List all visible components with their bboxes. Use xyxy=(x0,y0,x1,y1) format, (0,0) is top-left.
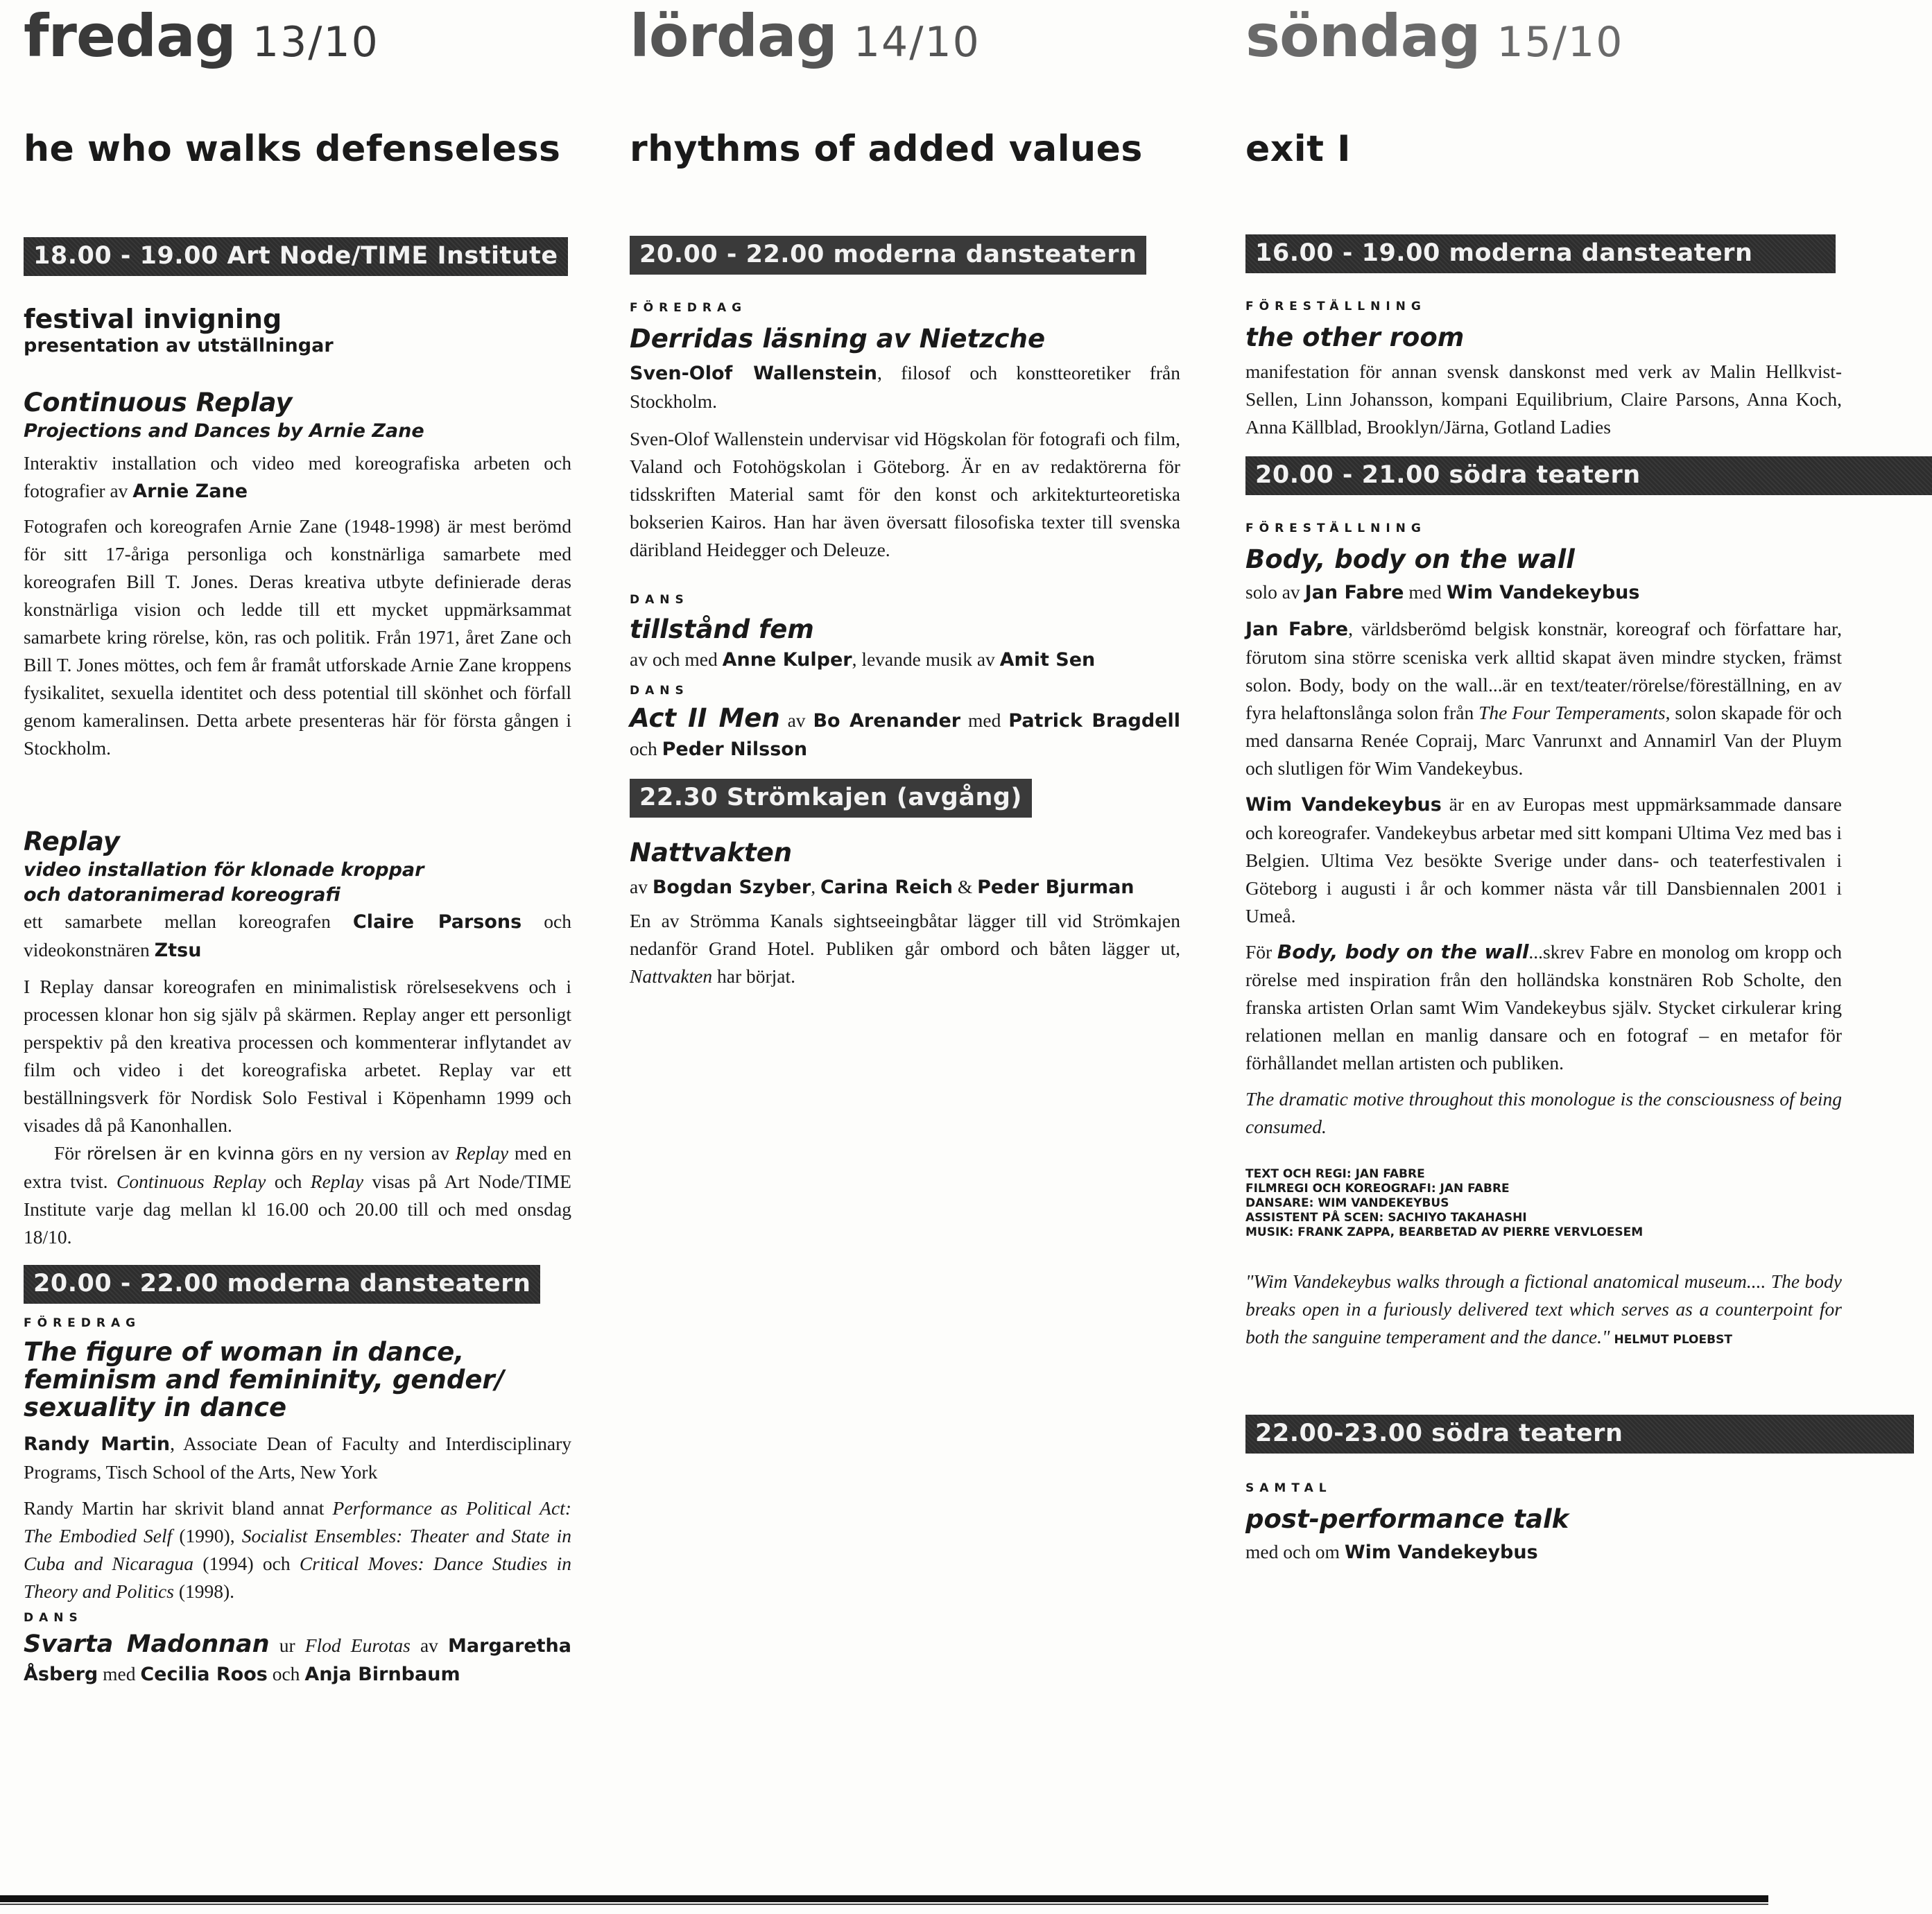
paragraph: med och om Wim Vandekeybus xyxy=(1245,1541,1538,1563)
day-heading xyxy=(24,0,571,111)
paragraph: manifestation för annan svensk danskonst med verk av Malin Hellkvist-Sellen, Linn Johansson, kompani Equilibrium, Claire Parsons, Anna Koch, Anna Källblad, Brooklyn/Järna, Gotland Ladies xyxy=(1245,361,1842,438)
day-name: lördag xyxy=(630,2,837,70)
credit-line: DANSARE: WIM VANDEKEYBUS xyxy=(1245,1196,1449,1210)
event-title: Derridas läsning av Nietzche xyxy=(630,324,1046,354)
column-friday xyxy=(24,0,571,1689)
time-bar: 20.00 - 22.00 moderna dansteatern xyxy=(630,236,1146,275)
day-date: 13/10 xyxy=(252,18,379,67)
paragraph: En av Strömma Kanals sightseeingbåtar lägger till vid Strömkajen nedanför Grand Hotel. Publiken går ombord och båten lägger ut, Nattvakten har börjat. xyxy=(630,910,1180,987)
theme-title: exit I xyxy=(1245,128,1351,170)
event-title: festival invigning xyxy=(24,304,282,334)
quote: "Wim Vandekeybus walks through a fictional anatomical museum.... The body breaks open in a furiously delivered text which serves as a counterpoint for both the sanguine temperament and the dance." HELMUT PLOEBST xyxy=(1245,1270,1842,1347)
paragraph: solo av Jan Fabre med Wim Vandekeybus xyxy=(1245,581,1640,603)
paragraph: Fotografen och koreografen Arnie Zane (1948-1998) är mest berömd för sitt 17-åriga personliga och konstnärliga samarbete med koreografen Bill T. Jones. Deras kreativa utbyte definierade deras konstnärliga vision och ledde till ett mycket uppmärksammat samarbete kring rörelse, kön, ras och politik. Från 1971, året Zane och Bill T. Jones möttes, och fem år framåt utforskade Arnie Zane kroppens fysikalitet, sexuella identitet och dess potential till skönhet och förfall genom kameralinsen. Detta arbete presenteras här för första gången i Stockholm. xyxy=(24,515,571,759)
event-title: Continuous Replay xyxy=(24,388,293,417)
paragraph: För rörelsen är en kvinna görs en ny version av Replay med en extra tvist. Continuous Replay och Replay visas på Art Node/TIME Institute varje dag mellan kl 16.00 och 20.00 till och med onsdag 18/10. xyxy=(24,1142,571,1248)
category-label: FÖREDRAG xyxy=(24,1316,141,1330)
day-heading xyxy=(1245,0,1842,111)
day-date: 14/10 xyxy=(853,18,981,67)
category-label: FÖRESTÄLLNING xyxy=(1245,300,1426,313)
time-bar: 20.00 - 22.00 moderna dansteatern xyxy=(24,1265,540,1304)
time-bar: 18.00 - 19.00 Art Node/TIME Institute xyxy=(24,237,568,276)
bottom-rule xyxy=(0,1895,1768,1902)
paragraph: The dramatic motive throughout this monologue is the consciousness of being consumed. xyxy=(1245,1088,1842,1137)
event-title: tillstånd fem xyxy=(630,614,814,644)
event-subtitle: video installation för klonade kroppar xyxy=(24,859,424,881)
time-bar: 22.30 Strömkajen (avgång) xyxy=(630,779,1032,818)
time-bar: 22.00-23.00 södra teatern xyxy=(1245,1415,1914,1454)
credit-line: TEXT OCH REGI: JAN FABRE xyxy=(1245,1167,1425,1181)
theme-title: rhythms of added values xyxy=(630,128,1143,170)
event-title: Body, body on the wall xyxy=(1245,544,1575,574)
event-subtitle: och datoranimerad koreografi xyxy=(24,884,340,906)
paragraph: Wim Vandekeybus är en av Europas mest uppmärksammade dansare och koreografer. Vandekeybus arbetar med sitt kompani Ultima Vez med bas i Belgien. Ultima Vez besökte Sverige under dans- och teaterfestivalen i Göteborg i augusti i år och kommer nästa vår till Dansbiennalen 2001 i Umeå. xyxy=(1245,793,1842,926)
paragraph: Act II Men av Bo Arenander med Patrick Bragdell och Peder Nilsson xyxy=(630,703,1180,760)
bottom-rule-thin xyxy=(0,1904,1768,1905)
time-bar: 20.00 - 21.00 södra teatern xyxy=(1245,456,1932,495)
paragraph: Sven-Olof Wallenstein undervisar vid Högskolan för fotografi och film, Valand och Fotohögskolan i Göteborg. Är en av redaktörerna för tidsskriften Material samt för den konst och arkitekturteoretiska bokserien Kairos. Han har även översatt filosofiska texter till svenska däribland Heidegger och Deleuze. xyxy=(630,428,1180,560)
event-subtitle: presentation av utställningar xyxy=(24,335,334,356)
category-label: FÖREDRAG xyxy=(630,301,748,315)
category-label: DANS xyxy=(630,684,689,698)
day-date: 15/10 xyxy=(1497,18,1624,67)
credit-line: MUSIK: FRANK ZAPPA, BEARBETAD AV PIERRE VERVLOESEM xyxy=(1245,1225,1644,1239)
category-label: DANS xyxy=(630,593,689,607)
event-title: the other room xyxy=(1245,322,1465,352)
credit-line: ASSISTENT PÅ SCEN: SACHIYO TAKAHASHI xyxy=(1245,1211,1527,1225)
column-sunday xyxy=(1245,0,1843,1567)
paragraph: av Bogdan Szyber, Carina Reich & Peder Bjurman xyxy=(630,876,1135,898)
event-subtitle: Projections and Dances by Arnie Zane xyxy=(24,420,424,442)
paragraph: För Body, body on the wall...skrev Fabre en monolog om kropp och rörelse med inspiration från den holländska konstnären Rob Scholte, den franska artisten Orlan samt Wim Vandekeybus själv. Stycket cirkulerar kring relationen mellan en manlig dansare och en fotograf – en metafor för förhållandet mellan artisten och publiken. xyxy=(1245,940,1843,1074)
paragraph: Jan Fabre, världsberömd belgisk konstnär, koreograf och författare har, förutom sina större sceniska verk alltid skapat även mindre stycken, främst solon. Body, body on the wall...är en text/teater/rörelse/föreställning, en av fyra helaftonslånga solon från The Four Temperaments, solon skapade för och med dansarna Renée Copraij, Marc Vanrunxt and Annamirl Van der Pluym och slutligen för Wim Vandekeybus. xyxy=(1245,618,1842,779)
credits-list xyxy=(1245,1167,1842,1240)
day-heading xyxy=(630,0,1180,111)
event-title: post-performance talk xyxy=(1245,1504,1569,1534)
paragraph: Interaktiv installation och video med koreografiska arbeten och fotografier av Arnie Zane xyxy=(24,452,571,502)
credit-line: FILMREGI OCH KOREOGRAFI: JAN FABRE xyxy=(1245,1182,1510,1196)
column-saturday xyxy=(630,0,1180,990)
paragraph: Randy Martin, Associate Dean of Faculty and Interdisciplinary Programs, Tisch School of the Arts, New York xyxy=(24,1433,571,1483)
category-label: DANS xyxy=(24,1611,83,1625)
event-title: Replay xyxy=(24,827,120,856)
paragraph: Sven-Olof Wallenstein, filosof och konstteoretiker från Stockholm. xyxy=(630,362,1180,412)
day-name: fredag xyxy=(24,2,236,70)
theme-title: he who walks defenseless xyxy=(24,128,561,170)
day-name: söndag xyxy=(1245,2,1481,70)
event-title: The figure of woman in dance, feminism and femininity, gender/ sexuality in dance xyxy=(24,1337,505,1422)
paragraph: av och med Anne Kulper, levande musik av Amit Sen xyxy=(630,648,1096,671)
category-label: FÖRESTÄLLNING xyxy=(1245,521,1426,535)
paragraph: ett samarbete mellan koreografen Claire Parsons och videokonstnären Ztsu xyxy=(24,911,571,961)
category-label: SAMTAL xyxy=(1245,1481,1332,1495)
paragraph: I Replay dansar koreografen en minimalistisk rörelsesekvens och i processen klonar hon sig själv på skärmen. Replay anger ett personligt perspektiv på den kreativa processen och kommenterar inflytandet av film och video i det koreografiska arbetet. Replay var ett beställningsverk för Nordisk Solo Festival i Köpenhamn 1999 och visades då på Kanonhallen. xyxy=(24,976,571,1136)
time-bar: 16.00 - 19.00 moderna dansteatern xyxy=(1245,234,1836,273)
event-title: Nattvakten xyxy=(630,838,793,868)
paragraph: Randy Martin har skrivit bland annat Performance as Political Act: The Embodied Self (1990), Socialist Ensembles: Theater and State in Cuba and Nicaragua (1994) och Critical Moves: Dance Studies in Theory and Politics (1998). xyxy=(24,1497,571,1602)
paragraph: Svarta Madonnan ur Flod Eurotas av Margaretha Åsberg med Cecilia Roos och Anja Birnbaum xyxy=(24,1630,571,1685)
